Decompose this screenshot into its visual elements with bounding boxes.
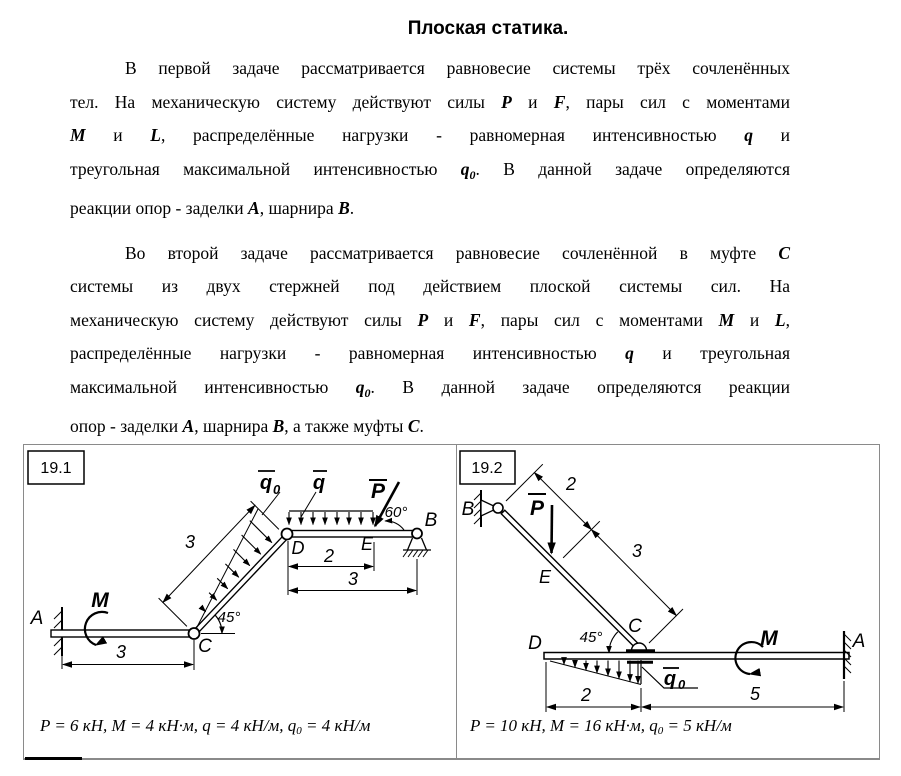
- label-m: M: [91, 589, 109, 612]
- paragraph-2: [70, 237, 790, 444]
- figure-19-1: [24, 445, 456, 758]
- angle-45-value: 45°: [579, 629, 603, 646]
- hinge-b-pin: [493, 503, 503, 513]
- fig1-parameters: P = 6 кН, M = 4 кН·м, q = 4 кН/м, $q_0 = 4$ кН/м: [40, 716, 371, 737]
- page-title: Плоская статика.: [407, 18, 569, 39]
- label-c: C: [198, 636, 212, 657]
- inclined-bar-bc: [501, 510, 642, 651]
- figure-number: 19.1: [40, 460, 72, 477]
- angle-45-marker: [580, 629, 618, 653]
- label-e: E: [360, 534, 374, 554]
- text-line: M и L, распределённые нагрузки - равномерная интенсивностью q и: [70, 125, 790, 145]
- label-q0: q: [663, 668, 677, 690]
- text-line: треугольная максимальной интенсивностью $q_0$. В данной задаче определяются: [70, 158, 790, 182]
- label-q0-sub: 0: [678, 677, 686, 692]
- label-e: E: [538, 567, 552, 587]
- beam-db: [287, 531, 418, 538]
- paragraph-1: [70, 52, 790, 226]
- angle-60-value: 60°: [384, 504, 408, 521]
- text-line: максимальной интенсивностью $q_0$. В данной задаче определяются реакции: [70, 376, 790, 400]
- label-a: A: [30, 608, 44, 629]
- dim-incline-value: 3: [184, 532, 196, 552]
- beam-ac: [51, 630, 195, 637]
- dim-de-value: 2: [323, 546, 335, 566]
- label-c: C: [628, 616, 642, 637]
- text-line: тел. На механическую систему действуют силы P и F, пары сил с моментами: [70, 91, 790, 112]
- label-p: P: [370, 480, 386, 503]
- moment-m-arrow: [735, 627, 778, 674]
- text-line: опор - заделки A, шарнира B, а также муфты C.: [70, 416, 424, 436]
- text-line: В первой задаче рассматривается равновесие системы трёх сочленённых: [125, 58, 790, 78]
- dimension-de-db: [288, 541, 417, 595]
- label-q0-sub: 0: [273, 482, 281, 497]
- figures-table: [23, 444, 880, 760]
- text-line: реакции опор - заделки A, шарнира B.: [70, 198, 355, 218]
- hinge-b: [412, 529, 422, 539]
- dimension-dc-ca: [546, 662, 844, 712]
- dim-dc-value: 2: [580, 685, 592, 705]
- load-q0-label: [258, 471, 281, 515]
- text-line: распределённые нагрузки - равномерная интенсивностью q и треугольная: [70, 343, 790, 363]
- load-q-label: [301, 471, 327, 517]
- fixed-support-a: [54, 607, 62, 669]
- angle-45-value: 45°: [217, 609, 241, 626]
- label-b: B: [424, 510, 438, 531]
- beam-da: [544, 653, 849, 660]
- label-m: M: [760, 627, 778, 650]
- dim-db-value: 3: [347, 569, 359, 589]
- figure-number-box: [460, 451, 515, 484]
- text-line: Во второй задаче рассматривается равновесие сочленённой в муфте C: [125, 242, 790, 263]
- load-q0-label: [642, 667, 698, 692]
- text-line: механическую систему действуют силы P и F, пары сил с моментами M и L,: [70, 309, 790, 330]
- dim-ac-value: 3: [115, 642, 127, 662]
- dim-ec-value: 3: [631, 541, 643, 561]
- label-b: B: [461, 499, 475, 520]
- uniform-load-q: [289, 511, 373, 525]
- figure-number-box: [28, 451, 84, 484]
- label-d: D: [528, 633, 542, 654]
- label-q: q: [312, 472, 326, 494]
- label-d: D: [291, 538, 305, 558]
- fig2-parameters: P = 10 кН, M = 16 кН·м, $q_0 = 5$ кН/м: [470, 716, 732, 737]
- label-q0: q: [259, 472, 273, 494]
- body-text: [70, 52, 790, 444]
- angle-60-marker: [385, 504, 408, 530]
- dim-be-value: 2: [565, 474, 577, 494]
- pin-support-b: [403, 538, 431, 557]
- figure-number: 19.2: [471, 460, 503, 477]
- text-line: системы из двух стержней под действием плоской системы сил. На: [70, 276, 790, 296]
- dim-ca-value: 5: [749, 684, 761, 704]
- dimension-ac: [63, 640, 194, 670]
- label-a: A: [852, 631, 866, 652]
- figure-19-2: [457, 445, 879, 758]
- label-p: P: [529, 497, 545, 520]
